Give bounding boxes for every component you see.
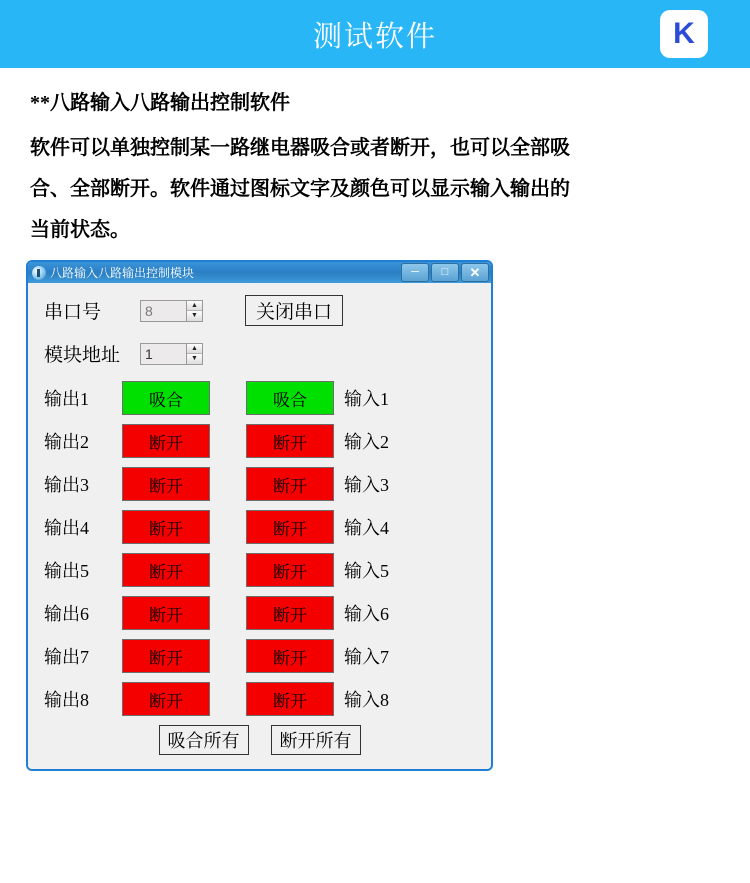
output-label: 输出2 (44, 432, 89, 452)
all-off-button[interactable]: 断开所有 (271, 725, 361, 755)
output-state-button[interactable]: 断开 (122, 424, 210, 458)
input-state-indicator: 断开 (246, 682, 334, 716)
k-logo-icon: K (673, 17, 695, 50)
output-label: 输出8 (44, 690, 89, 710)
output-label: 输出6 (44, 604, 89, 624)
io-row (44, 510, 475, 544)
description-line-1: 软件可以单独控制某一路继电器吸合或者断开，也可以全部吸 (30, 137, 570, 159)
input-label: 输入2 (344, 432, 389, 452)
output-label: 输出3 (44, 475, 89, 495)
window-controls (401, 263, 489, 282)
output-state-button[interactable]: 断开 (122, 510, 210, 544)
description-block (0, 68, 750, 260)
serial-port-row (44, 295, 475, 326)
output-label: 输出4 (44, 518, 89, 538)
input-label: 输入7 (344, 647, 389, 667)
module-address-spin-buttons[interactable] (186, 343, 203, 365)
module-address-input[interactable]: 1 (140, 343, 186, 365)
input-state-indicator: 断开 (246, 510, 334, 544)
output-state-button[interactable]: 断开 (122, 639, 210, 673)
io-row (44, 381, 475, 415)
input-state-indicator: 断开 (246, 596, 334, 630)
bulk-actions (44, 725, 475, 761)
page-title: 测试软件 (312, 20, 437, 53)
description-line-2: 合、全部断开。软件通过图标文字及颜色可以显示输入输出的 (30, 178, 570, 200)
io-row (44, 682, 475, 716)
description-heading: **八路输入八路输出控制软件 (30, 92, 290, 114)
app-icon (32, 266, 46, 280)
output-state-button[interactable]: 断开 (122, 467, 210, 501)
output-state-button[interactable]: 断开 (122, 682, 210, 716)
page-banner (0, 0, 750, 68)
io-row (44, 639, 475, 673)
input-label: 输入3 (344, 475, 389, 495)
input-label: 输入1 (344, 389, 389, 409)
output-label: 输出5 (44, 561, 89, 581)
serial-port-spin-buttons[interactable] (186, 300, 203, 322)
input-state-indicator: 断开 (246, 424, 334, 458)
window-titlebar (28, 262, 491, 283)
module-address-label: 模块地址 (44, 345, 121, 366)
io-row (44, 596, 475, 630)
minimize-button[interactable]: ─ (401, 263, 429, 282)
serial-port-input[interactable]: 8 (140, 300, 186, 322)
spin-up-icon[interactable]: ▲ (187, 344, 202, 355)
input-label: 输入8 (344, 690, 389, 710)
output-state-button[interactable]: 断开 (122, 596, 210, 630)
app-screenshot-wrapper (0, 260, 750, 771)
input-label: 输入4 (344, 518, 389, 538)
input-state-indicator: 断开 (246, 553, 334, 587)
spin-down-icon[interactable]: ▼ (187, 354, 202, 364)
app-window (26, 260, 493, 771)
maximize-button[interactable]: □ (431, 263, 459, 282)
io-row (44, 553, 475, 587)
module-address-stepper[interactable] (140, 343, 203, 365)
output-state-button[interactable]: 吸合 (122, 381, 210, 415)
spin-down-icon[interactable]: ▼ (187, 311, 202, 321)
input-state-indicator: 断开 (246, 467, 334, 501)
close-button[interactable]: ✕ (461, 263, 489, 282)
input-label: 输入6 (344, 604, 389, 624)
app-content (28, 283, 491, 769)
output-state-button[interactable]: 断开 (122, 553, 210, 587)
output-label: 输出7 (44, 647, 89, 667)
serial-port-stepper[interactable] (140, 300, 203, 322)
description-line-3: 当前状态。 (30, 219, 130, 241)
input-state-indicator: 吸合 (246, 381, 334, 415)
all-on-button[interactable]: 吸合所有 (159, 725, 249, 755)
spin-up-icon[interactable]: ▲ (187, 301, 202, 312)
input-state-indicator: 断开 (246, 639, 334, 673)
brand-logo (660, 10, 708, 58)
close-port-button[interactable]: 关闭串口 (245, 295, 343, 326)
io-row (44, 424, 475, 458)
input-label: 输入5 (344, 561, 389, 581)
io-row (44, 467, 475, 501)
serial-port-label: 串口号 (44, 302, 102, 323)
output-label: 输出1 (44, 389, 89, 409)
module-address-row (44, 340, 475, 367)
window-title: 八路输入八路输出控制模块 (50, 266, 195, 280)
io-rows (44, 381, 475, 716)
